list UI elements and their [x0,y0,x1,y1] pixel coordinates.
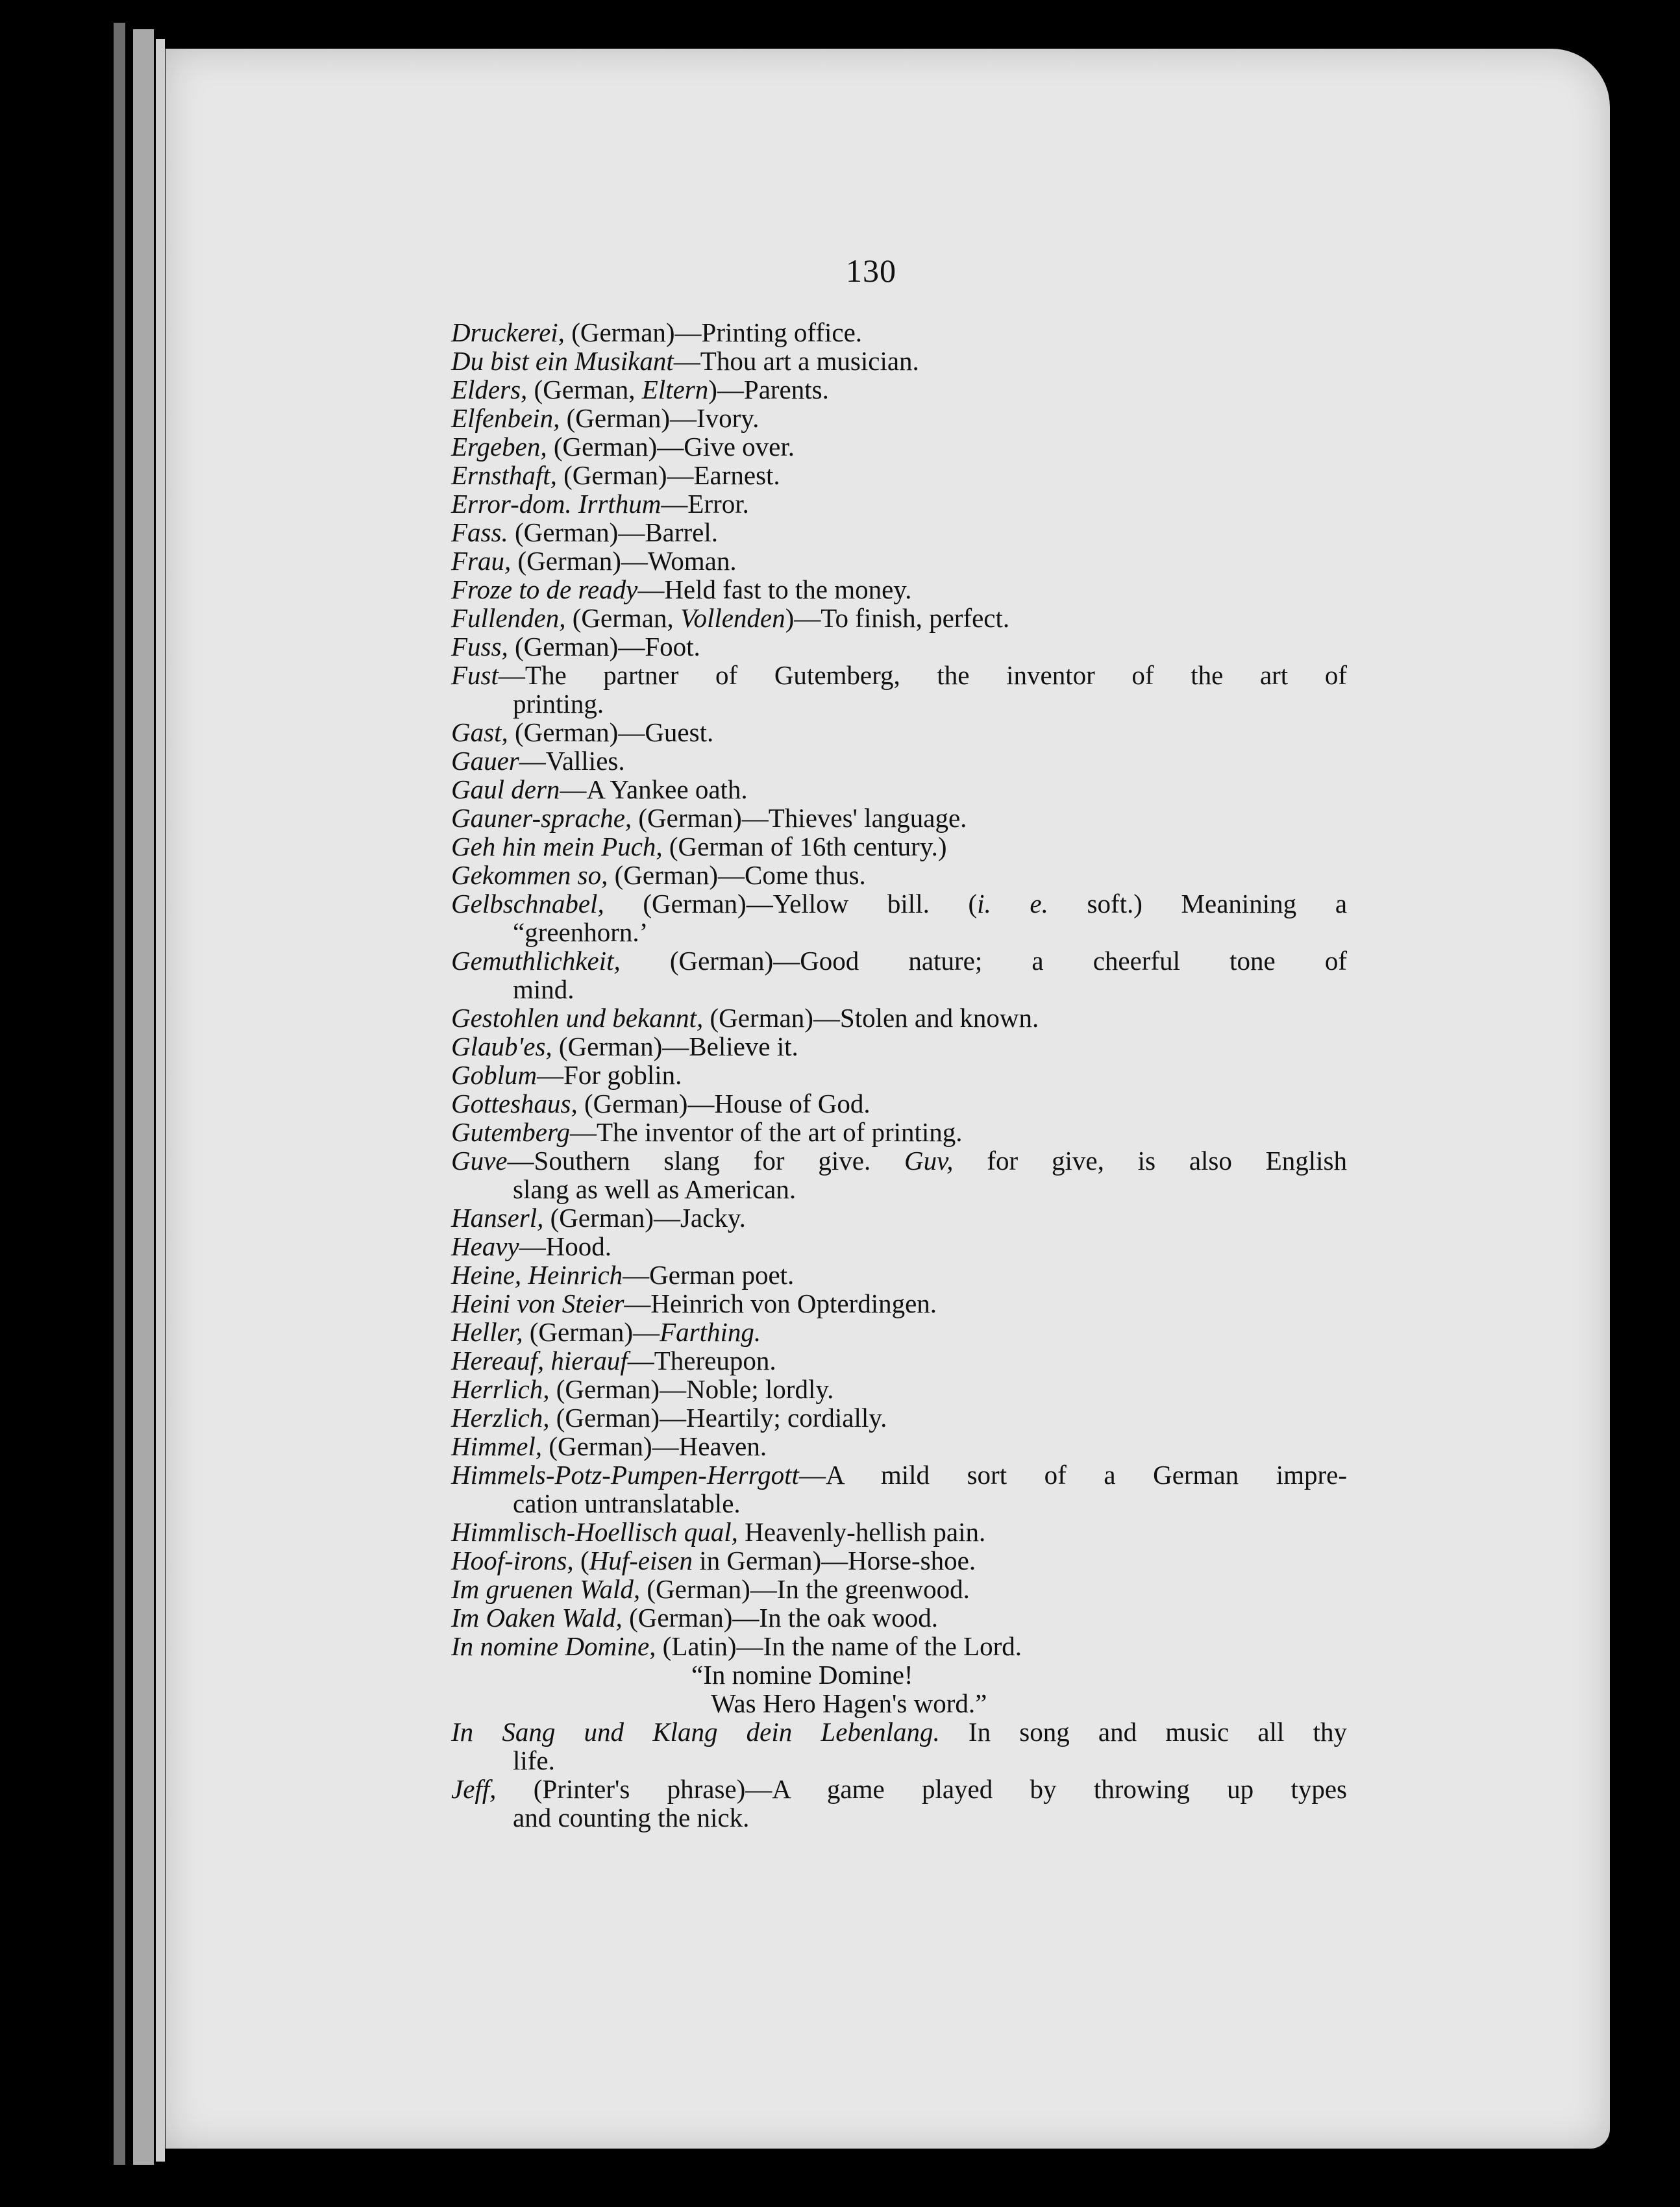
entry-headword-secondary: i. e. [977,889,1048,919]
entry-headword: Heine, Heinrich [451,1260,623,1290]
entry-headword: Jeff, [451,1774,497,1804]
glossary-entry [451,432,1347,461]
entry-headword: Goblum [451,1060,537,1090]
glossary-entry [451,461,1347,489]
entry-continuation: life. [513,1745,555,1775]
entry-continuation: slang as well as American. [513,1174,797,1204]
entry-definition: —For goblin. [537,1060,682,1090]
entry-definition: —Thereupon. [627,1346,776,1375]
entry-headword-secondary: Huf-eisen [589,1546,693,1575]
entry-headword: Hereauf, hierauf [451,1346,628,1375]
entry-definition: (German of 16th century.) [662,832,947,861]
entry-headword-secondary: Vollenden [680,603,785,633]
glossary-entry [451,404,1347,432]
entry-headword: Gaul dern [451,774,560,804]
entry-definition: (German)—Yellow bill. ( [604,889,978,919]
entry-headword: Gast, [451,717,508,747]
book-spine-edge [114,23,125,2165]
entry-definition: (German)—Printing office. [564,317,863,347]
entry-definition-secondary: )—Parents. [708,375,829,404]
entry-headword: Heavy [451,1231,519,1261]
entry-headword: Im Oaken Wald, [451,1603,623,1633]
entry-definition: Heavenly-hellish pain. [737,1517,986,1547]
entry-headword: Himmels-Potz-Pumpen-Herrgott [451,1460,799,1490]
entry-headword: Error-dom. Irrthum [451,489,661,519]
entry-definition-secondary: soft.) Meanining a [1048,889,1348,919]
entry-definition: (German)—Foot. [508,632,700,661]
entry-headword: Im gruenen Wald, [451,1574,641,1604]
entry-headword: Elders, [451,375,528,404]
entry-definition: (German)—Noble; lordly. [549,1374,834,1404]
entry-definition: (German)—Barrel. [508,517,719,547]
entry-headword: Herzlich, [451,1403,550,1433]
entry-definition: (Latin)—In the name of the Lord. [656,1631,1022,1661]
entry-definition: (German)—Woman. [511,546,737,576]
entry-headword: Froze to de ready [451,574,638,604]
entry-definition: —German poet. [623,1260,795,1290]
entry-definition: (Printer's phrase)—A game played by throwing up types [496,1774,1347,1804]
entry-definition: —Vallies. [519,746,625,776]
entry-headword: Heini von Steier [451,1288,624,1318]
entry-continuation: mind. [513,974,574,1004]
glossary-entry [451,746,1347,775]
entry-definition: (German)—Come thus. [608,860,866,890]
glossary-entry [451,946,1347,1004]
entry-headword: Ernsthaft, [451,460,557,490]
entry-definition: —Error. [661,489,749,519]
entry-headword: Himmlisch-Hoellisch qual, [451,1517,738,1547]
glossary-entry [451,1775,1347,1832]
entry-continuation: cation untranslatable. [513,1488,741,1518]
glossary-entry [451,1432,1347,1461]
entry-headword: Guve [451,1146,508,1176]
glossary-entry [451,1061,1347,1089]
entry-definition: (German)—Stolen and known. [703,1003,1039,1033]
glossary-entry [451,1346,1347,1375]
glossary-entry [451,861,1347,889]
entry-headword: Gotteshaus, [451,1089,578,1118]
entry-definition: —Heinrich von Opterdingen. [624,1288,937,1318]
entry-definition: —A mild sort of a German impre- [798,1460,1347,1490]
glossary-entry [451,804,1347,832]
glossary-entry [451,1032,1347,1061]
entry-continuation: and counting the nick. [513,1803,750,1832]
glossary-entry [451,1575,1347,1603]
quote-line: Was Hero Hagen's word.” [711,1688,987,1718]
glossary-entry [451,1375,1347,1403]
glossary-entry [451,547,1347,575]
glossary-entry [451,1146,1347,1203]
entry-definition-secondary: )—To finish, perfect. [785,603,1010,633]
entry-continuation: “greenhorn.’ [513,917,649,947]
page-stack-edge [156,39,165,2162]
entry-definition: —Thou art a musician. [673,346,919,376]
entry-definition: (German, [527,375,642,404]
entry-headword-secondary: Eltern [641,375,709,404]
glossary-entry [451,632,1347,661]
entry-definition: (German)— [523,1317,660,1347]
glossary-entry [451,1632,1347,1660]
entry-headword-secondary: Farthing. [660,1317,761,1347]
glossary-entry [451,489,1347,518]
glossary-entry [451,1403,1347,1432]
glossary-entry [451,718,1347,746]
entry-definition-secondary: in German)—Horse-shoe. [693,1546,976,1575]
entry-headword: Frau, [451,546,512,576]
entry-headword: Du bist ein Musikant [451,346,674,376]
entry-definition: (German)—Heartily; cordially. [549,1403,887,1433]
entry-headword: Fass. [451,517,508,547]
entry-headword: Heller, [451,1317,523,1347]
entry-headword: Fuss, [451,632,508,661]
entry-headword: Gelbschnabel, [451,889,604,919]
entry-headword: Gekommen so, [451,860,608,890]
glossary-entry [451,318,1347,347]
entry-definition: —The inventor of the art of printing. [569,1117,963,1147]
entry-definition: (German)—House of God. [577,1089,871,1118]
entry-definition: (German)—Jacky. [543,1203,746,1233]
entry-definition-secondary: for give, is also English [953,1146,1347,1176]
glossary-entry [451,1461,1347,1518]
glossary-entry [451,1118,1347,1146]
entry-definition: (German)—Good nature; a cheerful tone of [620,946,1347,976]
glossary-entry [451,1261,1347,1289]
entry-definition: (German)—Ivory. [560,403,760,433]
glossary-entry [451,518,1347,547]
entry-headword: Elfenbein, [451,403,560,433]
glossary-entry [451,347,1347,375]
quote-line: “In nomine Domine! [691,1660,913,1690]
entry-headword: Hanserl, [451,1203,544,1233]
glossary-entry [451,775,1347,804]
entry-definition: —Southern slang for give. [507,1146,905,1176]
glossary-entry [451,1289,1347,1318]
glossary-entry [451,1232,1347,1261]
page-number: 130 [846,253,896,289]
entry-definition: ( [573,1546,589,1575]
glossary-entry [451,604,1347,632]
entry-headword: Gemuthlichkeit, [451,946,621,976]
entry-headword: Himmel, [451,1431,543,1461]
glossary-entry [451,889,1347,946]
entry-definition: —Held fast to the money. [637,574,912,604]
entry-continuation: printing. [513,689,604,719]
glossary-entry [451,375,1347,404]
entry-definition: (German)—Give over. [547,432,795,462]
entry-headword: Fust [451,660,499,690]
entry-definition: (German)—In the greenwood. [640,1574,970,1604]
entry-headword: Ergeben, [451,432,547,462]
glossary-entry [451,1546,1347,1575]
entry-definition: In song and music all thy [939,1717,1347,1747]
entry-definition: —The partner of Gutemberg, the inventor of the art of [498,660,1347,690]
entry-definition: —A Yankee oath. [560,774,748,804]
entry-headword: Gauner-sprache, [451,803,632,833]
entry-headword: In nomine Domine, [451,1631,656,1661]
glossary-entry [451,1718,1347,1775]
entry-headword: Glaub'es, [451,1031,552,1061]
glossary-entry [451,1203,1347,1232]
entry-definition: (German)—Guest. [508,717,714,747]
entry-definition: (German)—Heaven. [542,1431,767,1461]
book-spine [133,29,154,2165]
entry-headword: Gutemberg [451,1117,570,1147]
entry-headword: Druckerei, [451,317,565,347]
entry-definition: (German)—In the oak wood. [622,1603,938,1633]
entry-headword: Gestohlen und bekannt, [451,1003,704,1033]
entry-definition: (German, [565,603,680,633]
entry-headword: Hoof-irons, [451,1546,574,1575]
entry-headword: In Sang und Klang dein Lebenlang. [451,1717,940,1747]
entry-headword: Geh hin mein Puch, [451,832,663,861]
entry-headword: Gauer [451,746,519,776]
glossary-entry [451,1004,1347,1032]
entry-headword: Fullenden, [451,603,566,633]
glossary-entries [451,318,1347,1832]
glossary-entry [451,1603,1347,1632]
entry-definition: —Hood. [519,1231,612,1261]
entry-headword: Herrlich, [451,1374,550,1404]
glossary-entry [451,661,1347,718]
glossary-entry [451,1089,1347,1118]
glossary-entry [451,832,1347,861]
entry-definition: (German)—Thieves' language. [632,803,967,833]
entry-definition: (German)—Earnest. [556,460,780,490]
entry-definition: (German)—Believe it. [552,1031,798,1061]
glossary-entry [451,1518,1347,1546]
entry-headword-secondary: Guv, [904,1146,954,1176]
glossary-entry [451,1318,1347,1346]
glossary-entry [451,575,1347,604]
